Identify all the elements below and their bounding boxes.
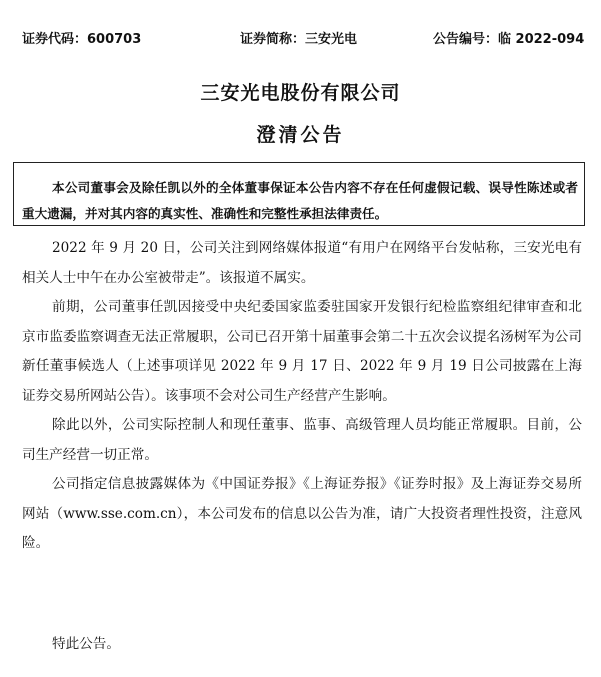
paragraph: 前期，公司董事任凯因接受中央纪委国家监委驻国家开发银行纪检监察组纪律审查和北京市监委监察调查无法正常履职，公司已召开第十届董事会第二十五次会议提名汤树军为公司新任董事候选人（上述事项详见 2022 年 9 月 17 日、2022 年 9 月 19 日公司披露在上海证券交易所网站公告）。该事项不会对公司生产经营产生影响。 bbox=[22, 299, 582, 404]
announcement-number: 公告编号：临 2022-094 bbox=[433, 32, 585, 47]
paragraph: 除此以外，公司实际控制人和现任董事、监事、高级管理人员均能正常履职。目前，公司生产经营一切正常。 bbox=[22, 417, 582, 463]
document-title: 澄清公告 bbox=[256, 124, 345, 146]
closing-statement: 特此公告。 bbox=[52, 636, 120, 652]
stock-abbreviation: 证券简称：三安光电 bbox=[240, 32, 358, 47]
paragraph: 公司指定信息披露媒体为《中国证券报》《上海证券报》《证券时报》及上海证券交易所网站（www.sse.com.cn），本公司发布的信息以公告为准，请广大投资者理性投资，注意风险。 bbox=[22, 476, 582, 551]
stock-code: 证券代码：600703 bbox=[22, 32, 142, 47]
document-header bbox=[0, 28, 601, 48]
announcement-body bbox=[22, 234, 582, 559]
paragraph: 2022 年 9 月 20 日，公司关注到网络媒体报道“有用户在网络平台发帖称，三安光电有相关人士中午在办公室被带走”。该报道不属实。 bbox=[22, 240, 582, 286]
company-name: 三安光电股份有限公司 bbox=[200, 82, 401, 104]
notice-text: 本公司董事会及除任凯以外的全体董事保证本公告内容不存在任何虚假记载、误导性陈述或者重大遗漏，并对其内容的真实性、准确性和完整性承担法律责任。 bbox=[22, 180, 578, 221]
board-guarantee-notice bbox=[13, 162, 585, 226]
